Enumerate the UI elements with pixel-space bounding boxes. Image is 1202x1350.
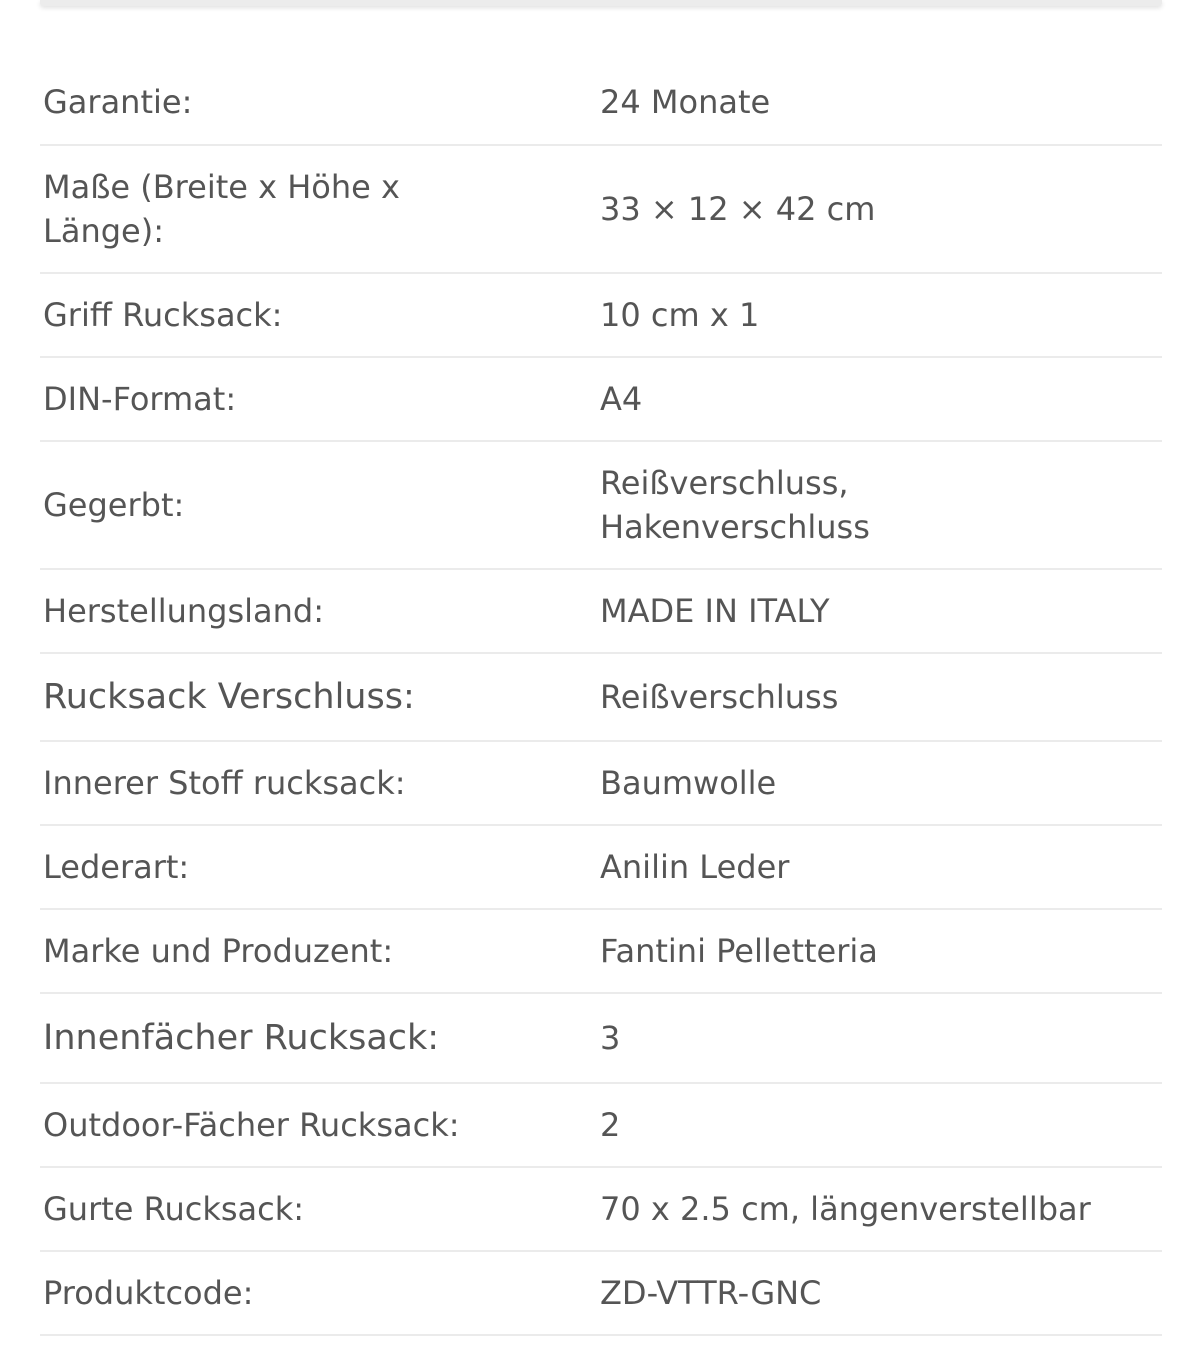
- spec-label: Outdoor-Fächer Rucksack:: [43, 1106, 460, 1144]
- spec-row-gurte: [40, 1168, 1162, 1252]
- spec-label: Griff Rucksack:: [43, 296, 283, 334]
- spec-value: Anilin Leder: [600, 848, 790, 886]
- spec-value: 3: [600, 1019, 621, 1057]
- spec-value: ZD-VTTR-GNC: [600, 1274, 822, 1312]
- spec-label: Innerer Stoff rucksack:: [43, 764, 406, 802]
- spec-value: Reißverschluss: [600, 678, 839, 716]
- spec-value: 10 cm x 1: [600, 296, 760, 334]
- top-card-edge: [40, 0, 1162, 6]
- spec-label: Herstellungsland:: [43, 592, 325, 630]
- spec-value: Reißverschluss, Hakenverschluss: [600, 464, 870, 546]
- spec-row-innenfaecher: [40, 994, 1162, 1084]
- spec-row-verschluss: [40, 654, 1162, 742]
- spec-value: MADE IN ITALY: [600, 592, 830, 630]
- spec-row-gegerbt: [40, 442, 1162, 570]
- spec-row-outdoor-faecher: [40, 1084, 1162, 1168]
- spec-value: 24 Monate: [600, 83, 771, 121]
- spec-label: Garantie:: [43, 83, 193, 121]
- spec-row-garantie: [40, 60, 1162, 146]
- spec-row-griff: [40, 274, 1162, 358]
- spec-label: Rucksack Verschluss:: [43, 677, 415, 717]
- spec-label: Gegerbt:: [43, 486, 185, 524]
- spec-value: 33 × 12 × 42 cm: [600, 190, 876, 228]
- spec-row-lederart: [40, 826, 1162, 910]
- spec-label: Gurte Rucksack:: [43, 1190, 305, 1228]
- spec-row-innerer-stoff: [40, 742, 1162, 826]
- spec-label: Lederart:: [43, 848, 190, 886]
- spec-row-produktcode: [40, 1252, 1162, 1336]
- spec-label: DIN-Format:: [43, 380, 237, 418]
- spec-value: 70 x 2.5 cm, längenverstellbar: [600, 1190, 1091, 1228]
- spec-value: Baumwolle: [600, 764, 777, 802]
- spec-label: Marke und Produzent:: [43, 932, 394, 970]
- product-specifications-table: [40, 60, 1162, 1336]
- spec-value: Fantini Pelletteria: [600, 932, 878, 970]
- spec-value: A4: [600, 380, 643, 418]
- spec-row-masse: [40, 146, 1162, 274]
- spec-label: Innenfächer Rucksack:: [43, 1018, 440, 1058]
- spec-label: Maße (Breite x Höhe x Länge):: [43, 168, 400, 250]
- spec-label: Produktcode:: [43, 1274, 254, 1312]
- spec-value: 2: [600, 1106, 621, 1144]
- spec-row-marke: [40, 910, 1162, 994]
- spec-row-herstellungsland: [40, 570, 1162, 654]
- spec-row-din-format: [40, 358, 1162, 442]
